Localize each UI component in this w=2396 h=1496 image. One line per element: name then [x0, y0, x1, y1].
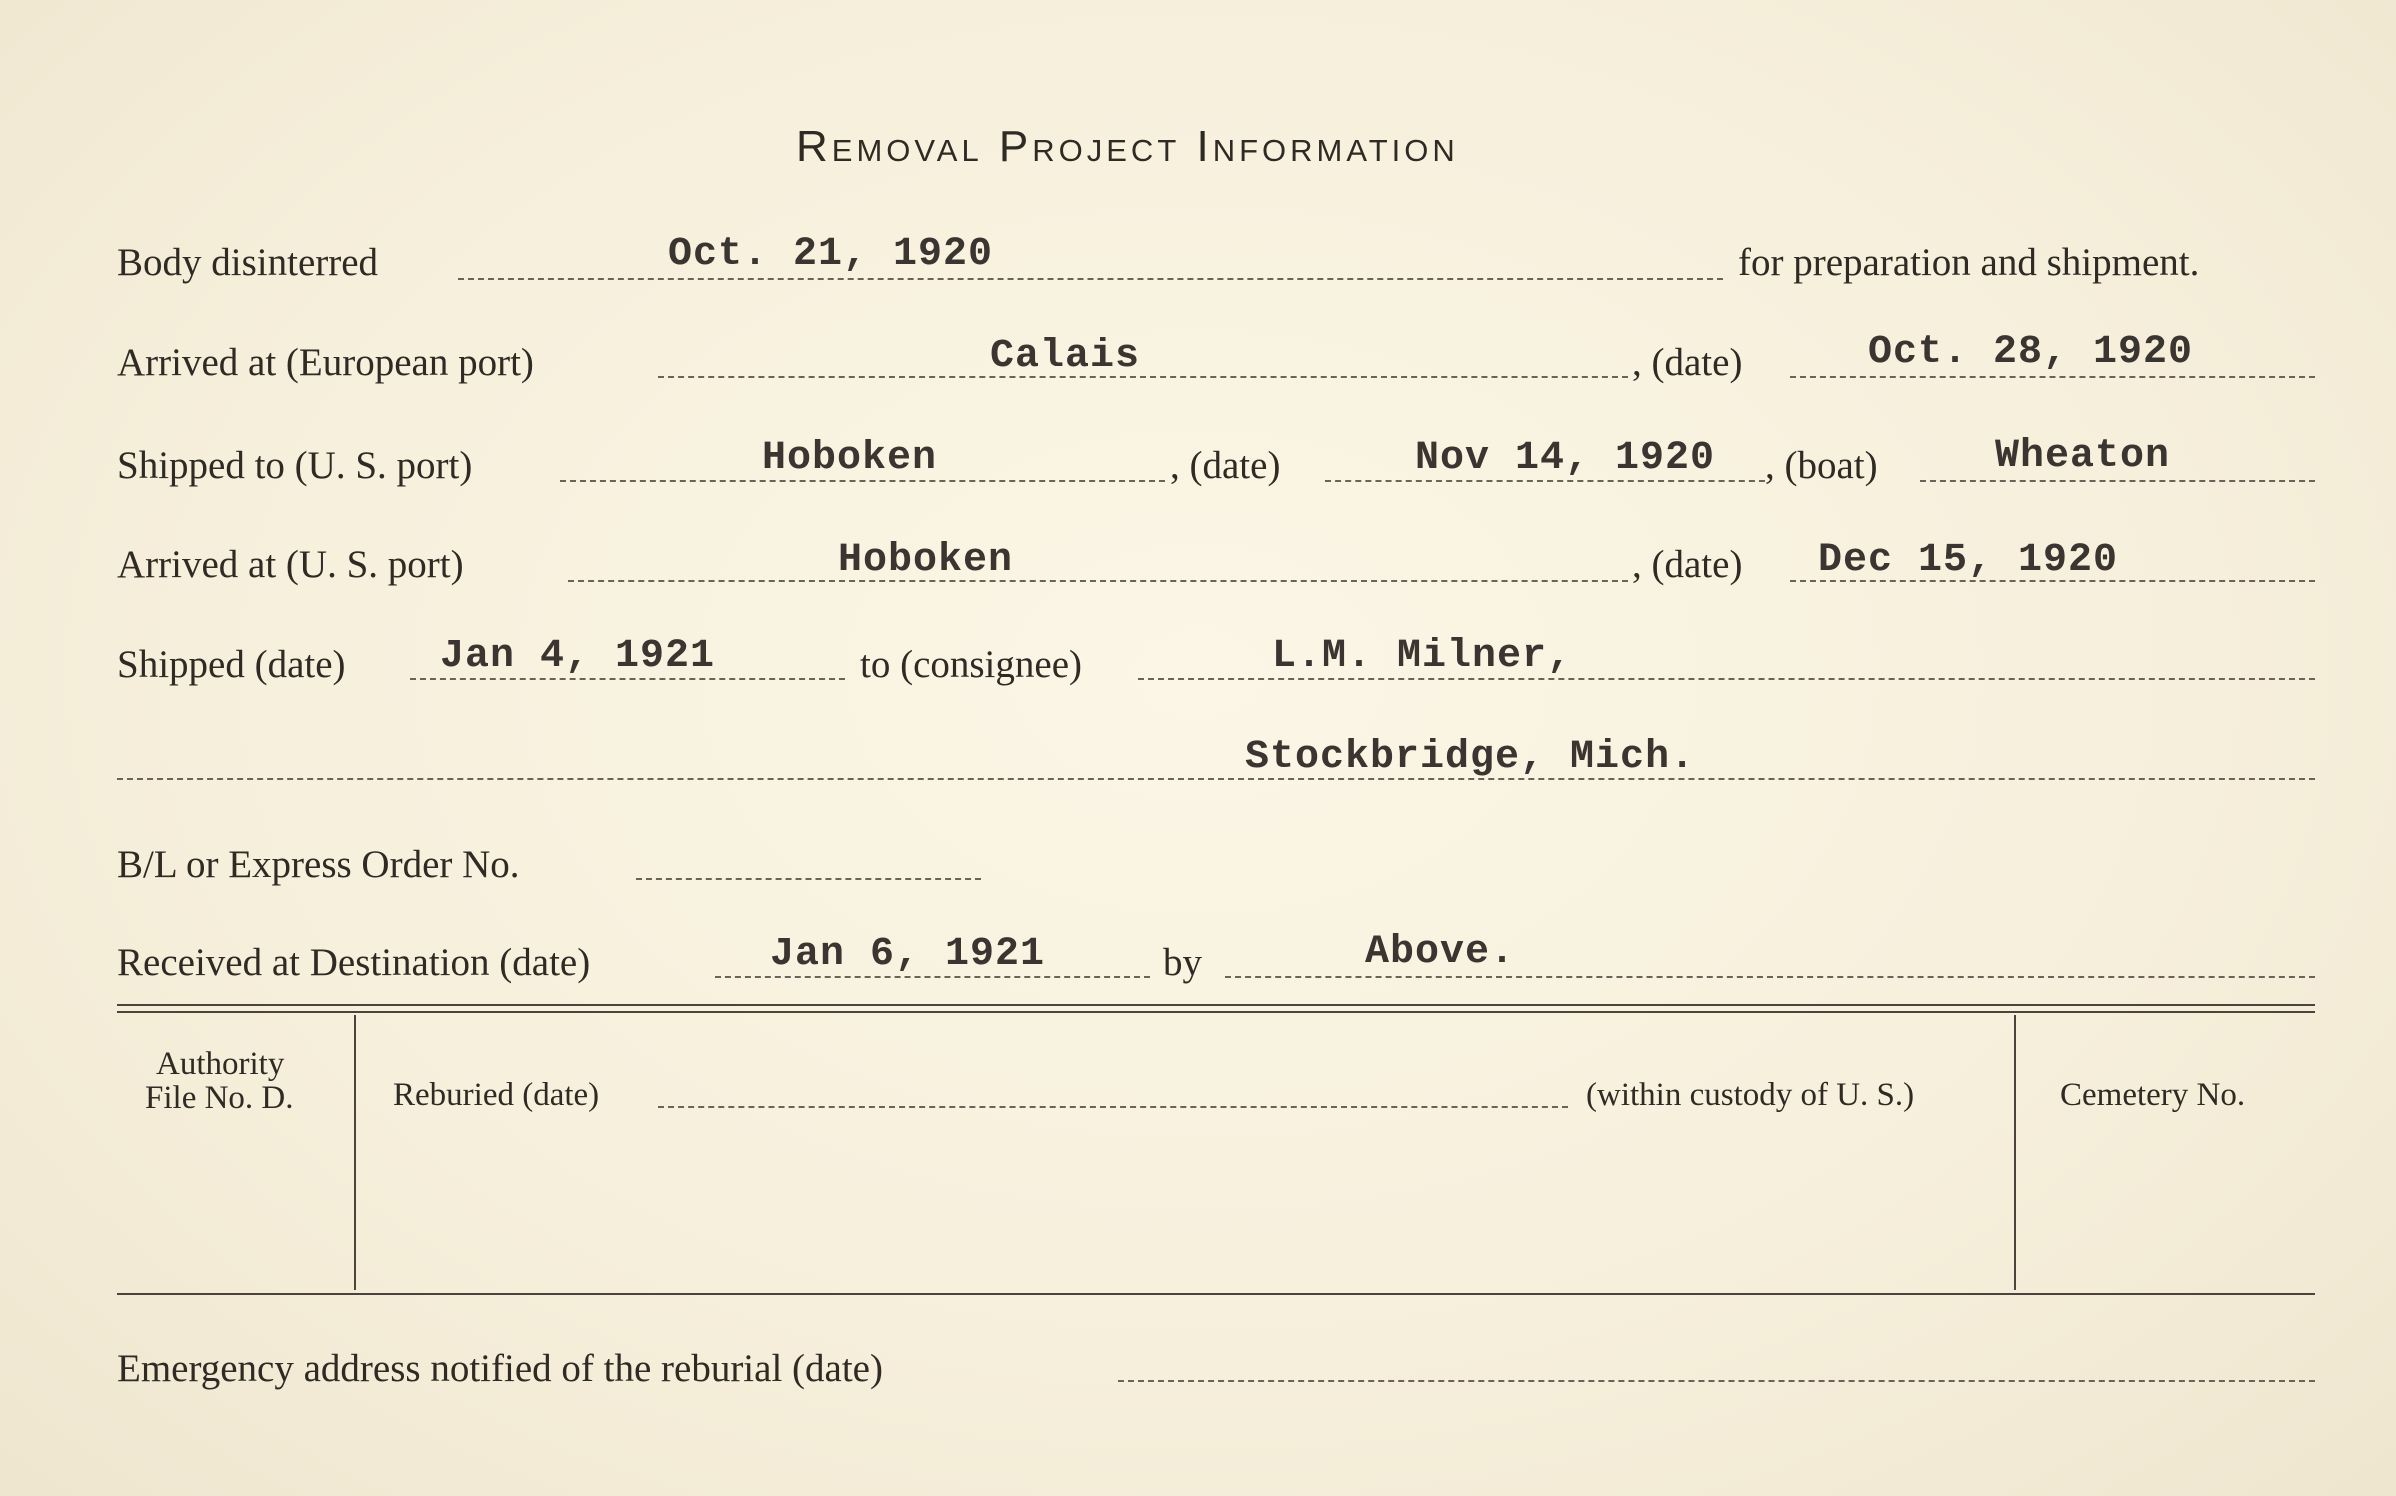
box-divider-left	[354, 1015, 356, 1290]
european-port-value: Calais	[990, 334, 1141, 379]
boat-line	[1920, 480, 2315, 482]
boat-label: , (boat)	[1765, 444, 1878, 487]
us-port-shipped-date: Nov 14, 1920	[1415, 436, 1716, 481]
received-date-value: Jan 6, 1921	[770, 932, 1046, 977]
european-port-date-label: , (date)	[1632, 341, 1743, 384]
us-port-arrived-line	[568, 580, 1628, 582]
box-top-rule	[117, 1004, 2315, 1006]
shipped-date-label: Shipped (date)	[117, 643, 346, 686]
authority-label-1: Authority	[156, 1046, 285, 1082]
us-port-arrived-date: Dec 15, 1920	[1818, 538, 2119, 583]
boat-value: Wheaton	[1995, 434, 2171, 479]
consignee-label: to (consignee)	[860, 643, 1083, 686]
emergency-line	[1118, 1380, 2315, 1382]
reburied-label: Reburied (date)	[393, 1077, 600, 1113]
disinterred-value: Oct. 21, 1920	[668, 232, 994, 277]
card-title: Removal Project Information	[796, 122, 1459, 171]
consignee-address-line	[117, 778, 2315, 780]
emergency-label: Emergency address notified of the reburial (date)	[117, 1347, 883, 1390]
cemetery-label: Cemetery No.	[2060, 1077, 2246, 1113]
received-by-line	[1225, 976, 2315, 978]
bl-label: B/L or Express Order No.	[117, 843, 520, 886]
european-port-label: Arrived at (European port)	[117, 341, 534, 384]
consignee-value: L.M. Milner,	[1272, 634, 1573, 679]
us-port-arrived-label: Arrived at (U. S. port)	[117, 543, 464, 586]
reburied-line	[658, 1106, 1568, 1108]
shipped-date-value: Jan 4, 1921	[440, 634, 716, 679]
disinterred-line	[458, 278, 1723, 280]
us-port-arrived-date-label: , (date)	[1632, 543, 1743, 586]
box-bottom-rule	[117, 1293, 2315, 1295]
custody-label: (within custody of U. S.)	[1586, 1077, 1915, 1113]
received-by-label: by	[1163, 941, 1202, 984]
received-label: Received at Destination (date)	[117, 941, 591, 984]
us-port-shipped-label: Shipped to (U. S. port)	[117, 444, 473, 487]
us-port-shipped-value: Hoboken	[762, 436, 938, 481]
consignee-address: Stockbridge, Mich.	[1245, 735, 1696, 780]
us-port-shipped-date-label: , (date)	[1170, 444, 1281, 487]
box-top-rule-2	[117, 1011, 2315, 1013]
authority-label-2: File No. D.	[145, 1080, 294, 1116]
european-port-date-line	[1790, 376, 2315, 378]
disinterred-label: Body disinterred	[117, 241, 379, 284]
bl-line	[636, 878, 981, 880]
european-port-date: Oct. 28, 1920	[1868, 330, 2194, 375]
us-port-arrived-value: Hoboken	[838, 538, 1014, 583]
disinterred-suffix: for preparation and shipment.	[1738, 241, 2200, 284]
european-port-line	[658, 376, 1628, 378]
received-by-value: Above.	[1365, 930, 1516, 975]
box-divider-right	[2014, 1015, 2016, 1290]
